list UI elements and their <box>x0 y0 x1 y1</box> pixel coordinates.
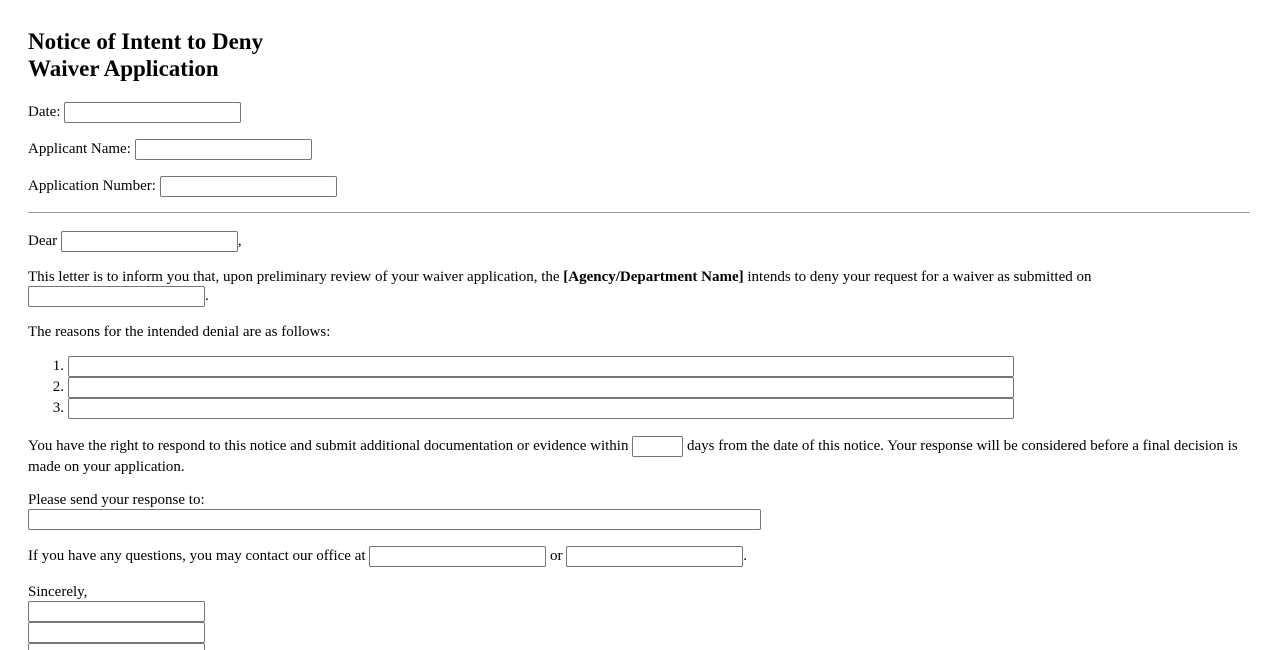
date-input[interactable] <box>64 102 241 123</box>
page-title <box>28 28 328 82</box>
response-address-row <box>28 509 761 530</box>
sincerely-label: Sincerely, <box>28 584 88 600</box>
application-number-label: Application Number: <box>28 178 156 194</box>
intro-text-before: This letter is to inform you that, upon preliminary review of your waiver application, the <box>28 269 564 285</box>
reasons-heading: The reasons for the intended denial are as follows: <box>28 324 331 340</box>
dear-label: Dear <box>28 233 58 249</box>
response-paragraph <box>28 436 1250 477</box>
reason-number: 2. <box>52 379 64 395</box>
date-label: Date: <box>28 104 61 120</box>
response-text-before: You have the right to respond to this notice and submit additional documentation or evidence within <box>28 438 629 454</box>
send-response-label: Please send your response to: <box>28 492 205 508</box>
applicant-name-input[interactable] <box>135 139 312 160</box>
signer-agency-input[interactable] <box>28 643 205 650</box>
reason-3-input[interactable] <box>68 398 1014 419</box>
reason-1-input[interactable] <box>68 356 1014 377</box>
title-line-1: Notice of Intent to Deny <box>28 29 264 54</box>
submission-date-row <box>28 286 209 307</box>
contact-period: . <box>743 548 748 564</box>
contact-phone-input[interactable] <box>369 546 546 567</box>
contact-email-input[interactable] <box>566 546 743 567</box>
intro-period: . <box>205 288 209 304</box>
submission-date-input[interactable] <box>28 286 205 307</box>
response-address-input[interactable] <box>28 509 761 530</box>
agency-name-placeholder: [Agency/Department Name] <box>563 269 744 285</box>
response-text-after: days from the date of this notice. Your response will be considered before a final decision is made on your application. <box>28 438 1238 476</box>
contact-text: If you have any questions, you may contact our office at <box>28 548 366 564</box>
signer-title-input[interactable] <box>28 622 205 643</box>
signature-block <box>28 601 205 650</box>
contact-or: or <box>550 548 563 564</box>
salutation-comma: , <box>237 233 242 249</box>
section-divider <box>28 212 1250 213</box>
applicant-row <box>28 139 312 160</box>
application-number-input[interactable] <box>160 176 337 197</box>
salutation-row <box>28 231 242 252</box>
title-line-2: Waiver Application <box>28 56 219 81</box>
applicant-name-label: Applicant Name: <box>28 141 131 157</box>
application-number-row <box>28 176 337 197</box>
response-days-input[interactable] <box>632 436 683 457</box>
contact-row <box>28 546 747 567</box>
recipient-name-input[interactable] <box>61 231 238 252</box>
intro-text-after: intends to deny your request for a waiver as submitted on <box>743 269 1092 285</box>
intro-paragraph <box>28 267 1250 287</box>
reason-number: 1. <box>52 358 64 374</box>
signer-name-input[interactable] <box>28 601 205 622</box>
reason-2-input[interactable] <box>68 377 1014 398</box>
reason-number: 3. <box>52 400 64 416</box>
date-row <box>28 102 241 123</box>
